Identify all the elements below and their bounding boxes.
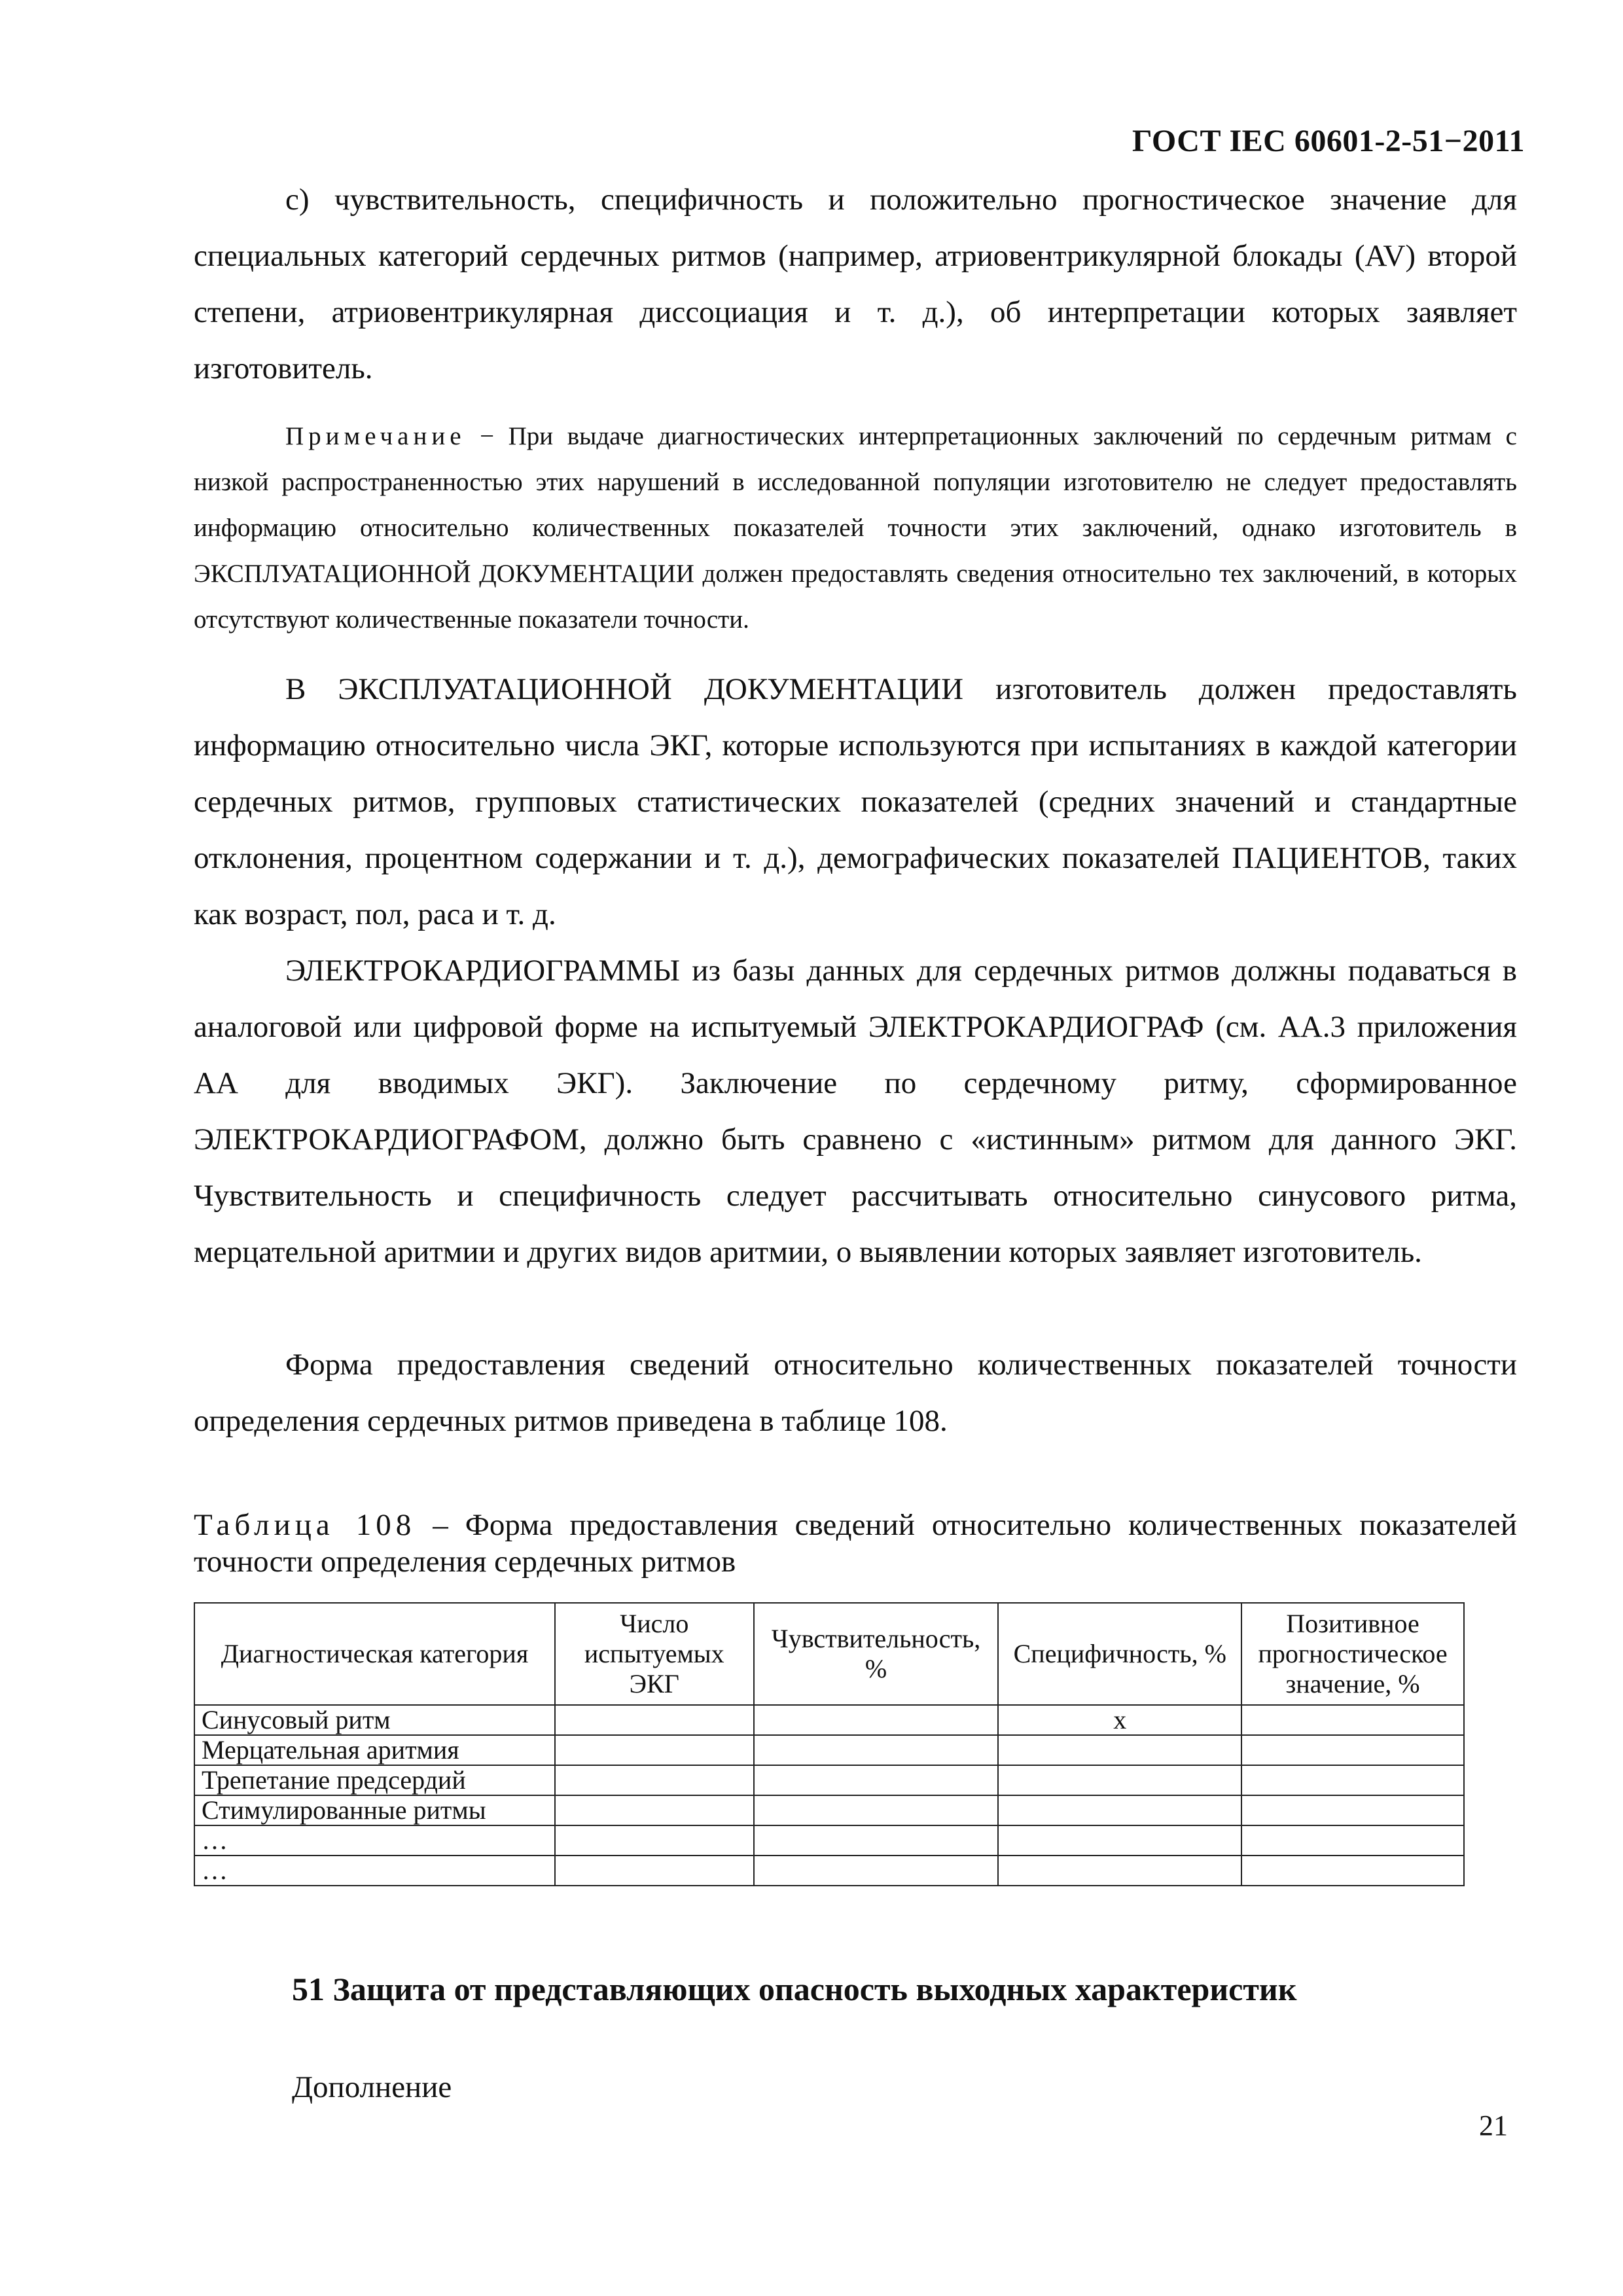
table-row — [194, 1856, 1464, 1886]
header-specificity: Специфичность, % — [998, 1603, 1241, 1705]
table-cell — [1241, 1795, 1464, 1825]
section-heading-block — [292, 1970, 1516, 2008]
header-sensitivity: Чувствительность, % — [754, 1603, 999, 1705]
header-ecg-count: Число испытуемых ЭКГ — [555, 1603, 754, 1705]
table-row — [194, 1825, 1464, 1856]
paragraph-c: с) чувствительность, специфичность и положительно прогностическое значение для специальных категорий сердечных ритмов (например, атриовентрикулярной блокады (AV) второй степени, атриовентрикулярная диссоциация и т. д.), об интерпретации которых заявляет изготовитель. — [194, 183, 1517, 386]
table-cell — [998, 1825, 1241, 1856]
table-cell-category: Стимулированные ритмы — [194, 1795, 555, 1825]
table-cell — [555, 1705, 754, 1735]
table-row — [194, 1765, 1464, 1795]
table-cell — [1241, 1705, 1464, 1735]
addendum-block — [292, 2059, 946, 2115]
table-cell — [555, 1856, 754, 1886]
table-cell-category: … — [194, 1825, 555, 1856]
table-cell — [754, 1705, 999, 1735]
table-cell: х — [998, 1705, 1241, 1735]
table-cell — [998, 1795, 1241, 1825]
table-cell — [555, 1825, 754, 1856]
table-container — [194, 1602, 1517, 1886]
note-block — [194, 414, 1517, 643]
table-cell-category: Мерцательная аритмия — [194, 1735, 555, 1765]
section-heading: 51 Защита от представляющих опасность выходных характеристик — [292, 1971, 1297, 2007]
paragraph-2: В ЭКСПЛУАТАЦИОННОЙ ДОКУМЕНТАЦИИ изготовитель должен предоставлять информацию относительно числа ЭКГ, которые используются при испытаниях в каждой категории сердечных ритмов, групповых статистических показателей (средних значений и стандартные отклонения, процентном содержании и т. д.), демографических показателей ПАЦИЕНТОВ, таких как возраст, пол, раса и т. д. — [194, 672, 1517, 931]
paragraph-3-block — [194, 942, 1517, 1280]
table-cell — [998, 1735, 1241, 1765]
paragraph-3: ЭЛЕКТРОКАРДИОГРАММЫ из базы данных для сердечных ритмов должны подаваться в аналоговой или цифровой форме на испытуемый ЭЛЕКТРОКАРДИОГРАФ (см. АА.3 приложения АА для вводимых ЭКГ). Заключение по сердечному ритму, сформированное ЭЛЕКТРОКАРДИОГРАФОМ, должно быть сравнено с «истинным» ритмом для данного ЭКГ. Чувствительность и специфичность следует рассчитывать относительно синусового ритма, мерцательной аритмии и других видов аритмии, о выявлении которых заявляет изготовитель. — [194, 954, 1517, 1269]
table-row — [194, 1705, 1464, 1735]
table-row — [194, 1735, 1464, 1765]
table-cell — [998, 1856, 1241, 1886]
paragraph-4: Форма предоставления сведений относительно количественных показателей точности определения сердечных ритмов приведена в таблице 108. — [194, 1348, 1517, 1438]
table-row — [194, 1795, 1464, 1825]
table-cell — [754, 1795, 999, 1825]
table-cell-category: Синусовый ритм — [194, 1705, 555, 1735]
note-paragraph — [194, 414, 1517, 643]
table-caption-label: Таблица 108 — [194, 1508, 416, 1542]
table-cell-category: … — [194, 1856, 555, 1886]
table-caption-text: – Форма предоставления сведений относительно количественных показателей точности определения сердечных ритмов — [194, 1508, 1517, 1579]
table-cell — [754, 1765, 999, 1795]
table-cell — [555, 1735, 754, 1765]
paragraph-2-block — [194, 661, 1517, 942]
table-cell — [754, 1735, 999, 1765]
paragraph-c-block — [194, 171, 1517, 397]
table-108 — [194, 1602, 1465, 1886]
addendum-label: Дополнение — [292, 2070, 452, 2104]
table-cell — [1241, 1765, 1464, 1795]
table-cell — [1241, 1856, 1464, 1886]
table-cell — [998, 1765, 1241, 1795]
page-number: 21 — [1479, 2109, 1508, 2142]
table-cell — [555, 1765, 754, 1795]
table-cell-category: Трепетание предсердий — [194, 1765, 555, 1795]
table-cell — [754, 1825, 999, 1856]
table-cell — [754, 1856, 999, 1886]
header-ppv: Позитивное прогностическое значение, % — [1241, 1603, 1464, 1705]
table-cell — [555, 1795, 754, 1825]
table-caption-block — [194, 1507, 1517, 1580]
table-cell — [1241, 1825, 1464, 1856]
paragraph-4-block — [194, 1336, 1517, 1449]
table-caption — [194, 1507, 1517, 1580]
table-header-row — [194, 1603, 1464, 1705]
header-category: Диагностическая категория — [194, 1603, 555, 1705]
note-text: − При выдаче диагностических интерпретационных заключений по сердечным ритмам с низкой распространенностью этих нарушений в исследованной популяции изготовителю не следует предоставлять информацию относительно количественных показателей точности этих заключений, однако изготовитель в ЭКСПЛУАТАЦИОННОЙ ДОКУМЕНТАЦИИ должен предоставлять сведения относительно тех заключений, в которых отсутствуют количественные показатели точности. — [194, 422, 1517, 634]
table-cell — [1241, 1735, 1464, 1765]
document-header: ГОСТ IEC 60601-2-51−2011 — [1132, 124, 1525, 158]
note-label: Примечание — [285, 422, 466, 450]
